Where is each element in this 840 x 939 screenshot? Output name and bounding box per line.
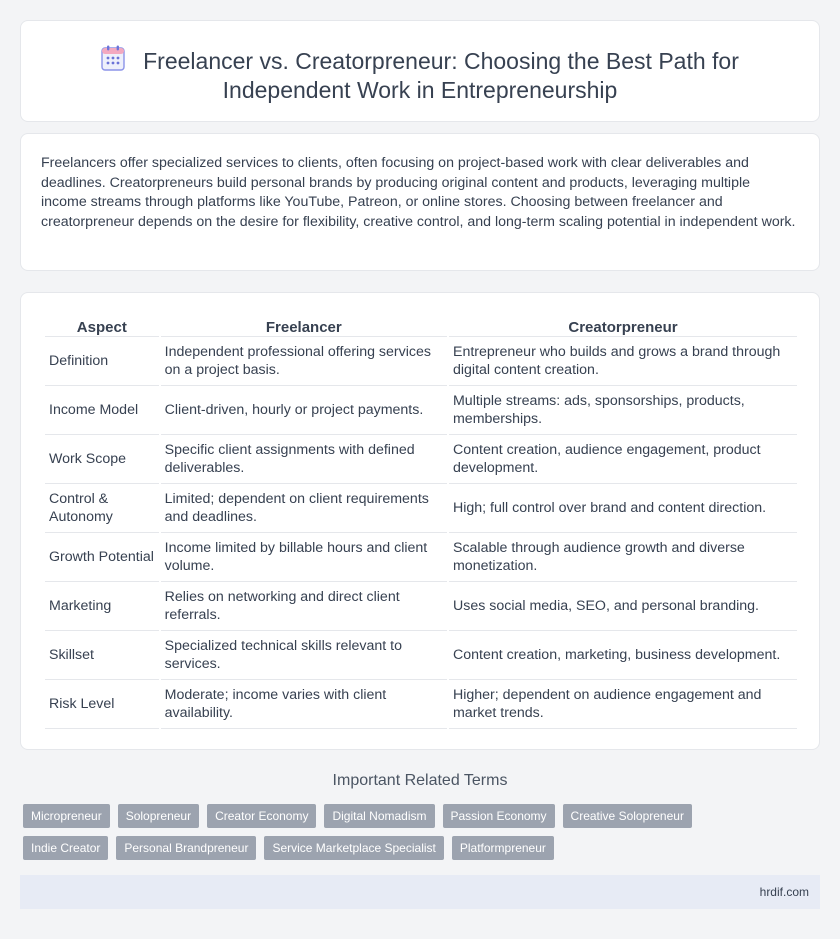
table-header-row	[45, 315, 797, 337]
creatorpreneur-cell: Content creation, audience engagement, product development.	[449, 435, 797, 484]
header-aspect: Aspect	[45, 315, 159, 337]
table-row	[45, 435, 797, 484]
title-line-2: Independent Work in Entrepreneurship	[222, 77, 618, 103]
footer	[20, 875, 820, 909]
aspect-cell: Income Model	[45, 386, 159, 435]
table-row	[45, 680, 797, 729]
title-card	[20, 20, 820, 122]
freelancer-cell: Limited; dependent on client requirements and deadlines.	[161, 484, 447, 533]
related-terms-list	[23, 804, 783, 860]
tag-creative-solopreneur[interactable]: Creative Solopreneur	[563, 804, 692, 828]
related-terms-heading: Important Related Terms	[332, 772, 508, 789]
calendar-icon	[101, 45, 125, 71]
aspect-cell: Control & Autonomy	[45, 484, 159, 533]
tag-creator-economy[interactable]: Creator Economy	[207, 804, 316, 828]
creatorpreneur-cell: Uses social media, SEO, and personal branding.	[449, 582, 797, 631]
comparison-card	[20, 292, 820, 750]
creatorpreneur-cell: Multiple streams: ads, sponsorships, products, memberships.	[449, 386, 797, 435]
tag-passion-economy[interactable]: Passion Economy	[443, 804, 555, 828]
aspect-cell: Growth Potential	[45, 533, 159, 582]
tag-service-marketplace-specialist[interactable]: Service Marketplace Specialist	[264, 836, 443, 860]
table-row	[45, 631, 797, 680]
page-title	[21, 45, 819, 105]
freelancer-cell: Moderate; income varies with client availability.	[161, 680, 447, 729]
aspect-cell: Marketing	[45, 582, 159, 631]
tag-micropreneur[interactable]: Micropreneur	[23, 804, 110, 828]
intro-paragraph: Freelancers offer specialized services to clients, often focusing on project-based work with clear deliverables and deadlines. Creatorpreneurs build personal brands by producing original content and products, leveraging multiple income streams through platforms like YouTube, Patreon, or online stores. Choosing between freelancer and creatorpreneur depends on the desire for flexibility, creative control, and long-term scaling potential in independent work.	[41, 155, 796, 230]
tag-indie-creator[interactable]: Indie Creator	[23, 836, 108, 860]
aspect-cell: Skillset	[45, 631, 159, 680]
aspect-cell: Risk Level	[45, 680, 159, 729]
intro-card	[20, 133, 820, 271]
freelancer-cell: Specialized technical skills relevant to services.	[161, 631, 447, 680]
tag-digital-nomadism[interactable]: Digital Nomadism	[324, 804, 434, 828]
creatorpreneur-cell: High; full control over brand and content direction.	[449, 484, 797, 533]
tag-solopreneur[interactable]: Solopreneur	[118, 804, 199, 828]
creatorpreneur-cell: Higher; dependent on audience engagement and market trends.	[449, 680, 797, 729]
footer-site-link[interactable]: hrdif.com	[759, 885, 809, 899]
aspect-cell: Work Scope	[45, 435, 159, 484]
aspect-cell: Definition	[45, 337, 159, 386]
table-row	[45, 337, 797, 386]
table-row	[45, 484, 797, 533]
header-creatorpreneur: Creatorpreneur	[449, 315, 797, 337]
tag-platformpreneur[interactable]: Platformpreneur	[452, 836, 554, 860]
table-row	[45, 533, 797, 582]
header-freelancer: Freelancer	[161, 315, 447, 337]
table-row	[45, 386, 797, 435]
freelancer-cell: Client-driven, hourly or project payments.	[161, 386, 447, 435]
freelancer-cell: Specific client assignments with defined deliverables.	[161, 435, 447, 484]
table-row	[45, 582, 797, 631]
creatorpreneur-cell: Scalable through audience growth and diverse monetization.	[449, 533, 797, 582]
freelancer-cell: Relies on networking and direct client referrals.	[161, 582, 447, 631]
tag-personal-brandpreneur[interactable]: Personal Brandpreneur	[116, 836, 256, 860]
creatorpreneur-cell: Entrepreneur who builds and grows a brand through digital content creation.	[449, 337, 797, 386]
freelancer-cell: Income limited by billable hours and client volume.	[161, 533, 447, 582]
title-line-1: Freelancer vs. Creatorpreneur: Choosing the Best Path for	[143, 48, 739, 74]
comparison-table	[43, 315, 799, 729]
freelancer-cell: Independent professional offering services on a project basis.	[161, 337, 447, 386]
creatorpreneur-cell: Content creation, marketing, business development.	[449, 631, 797, 680]
